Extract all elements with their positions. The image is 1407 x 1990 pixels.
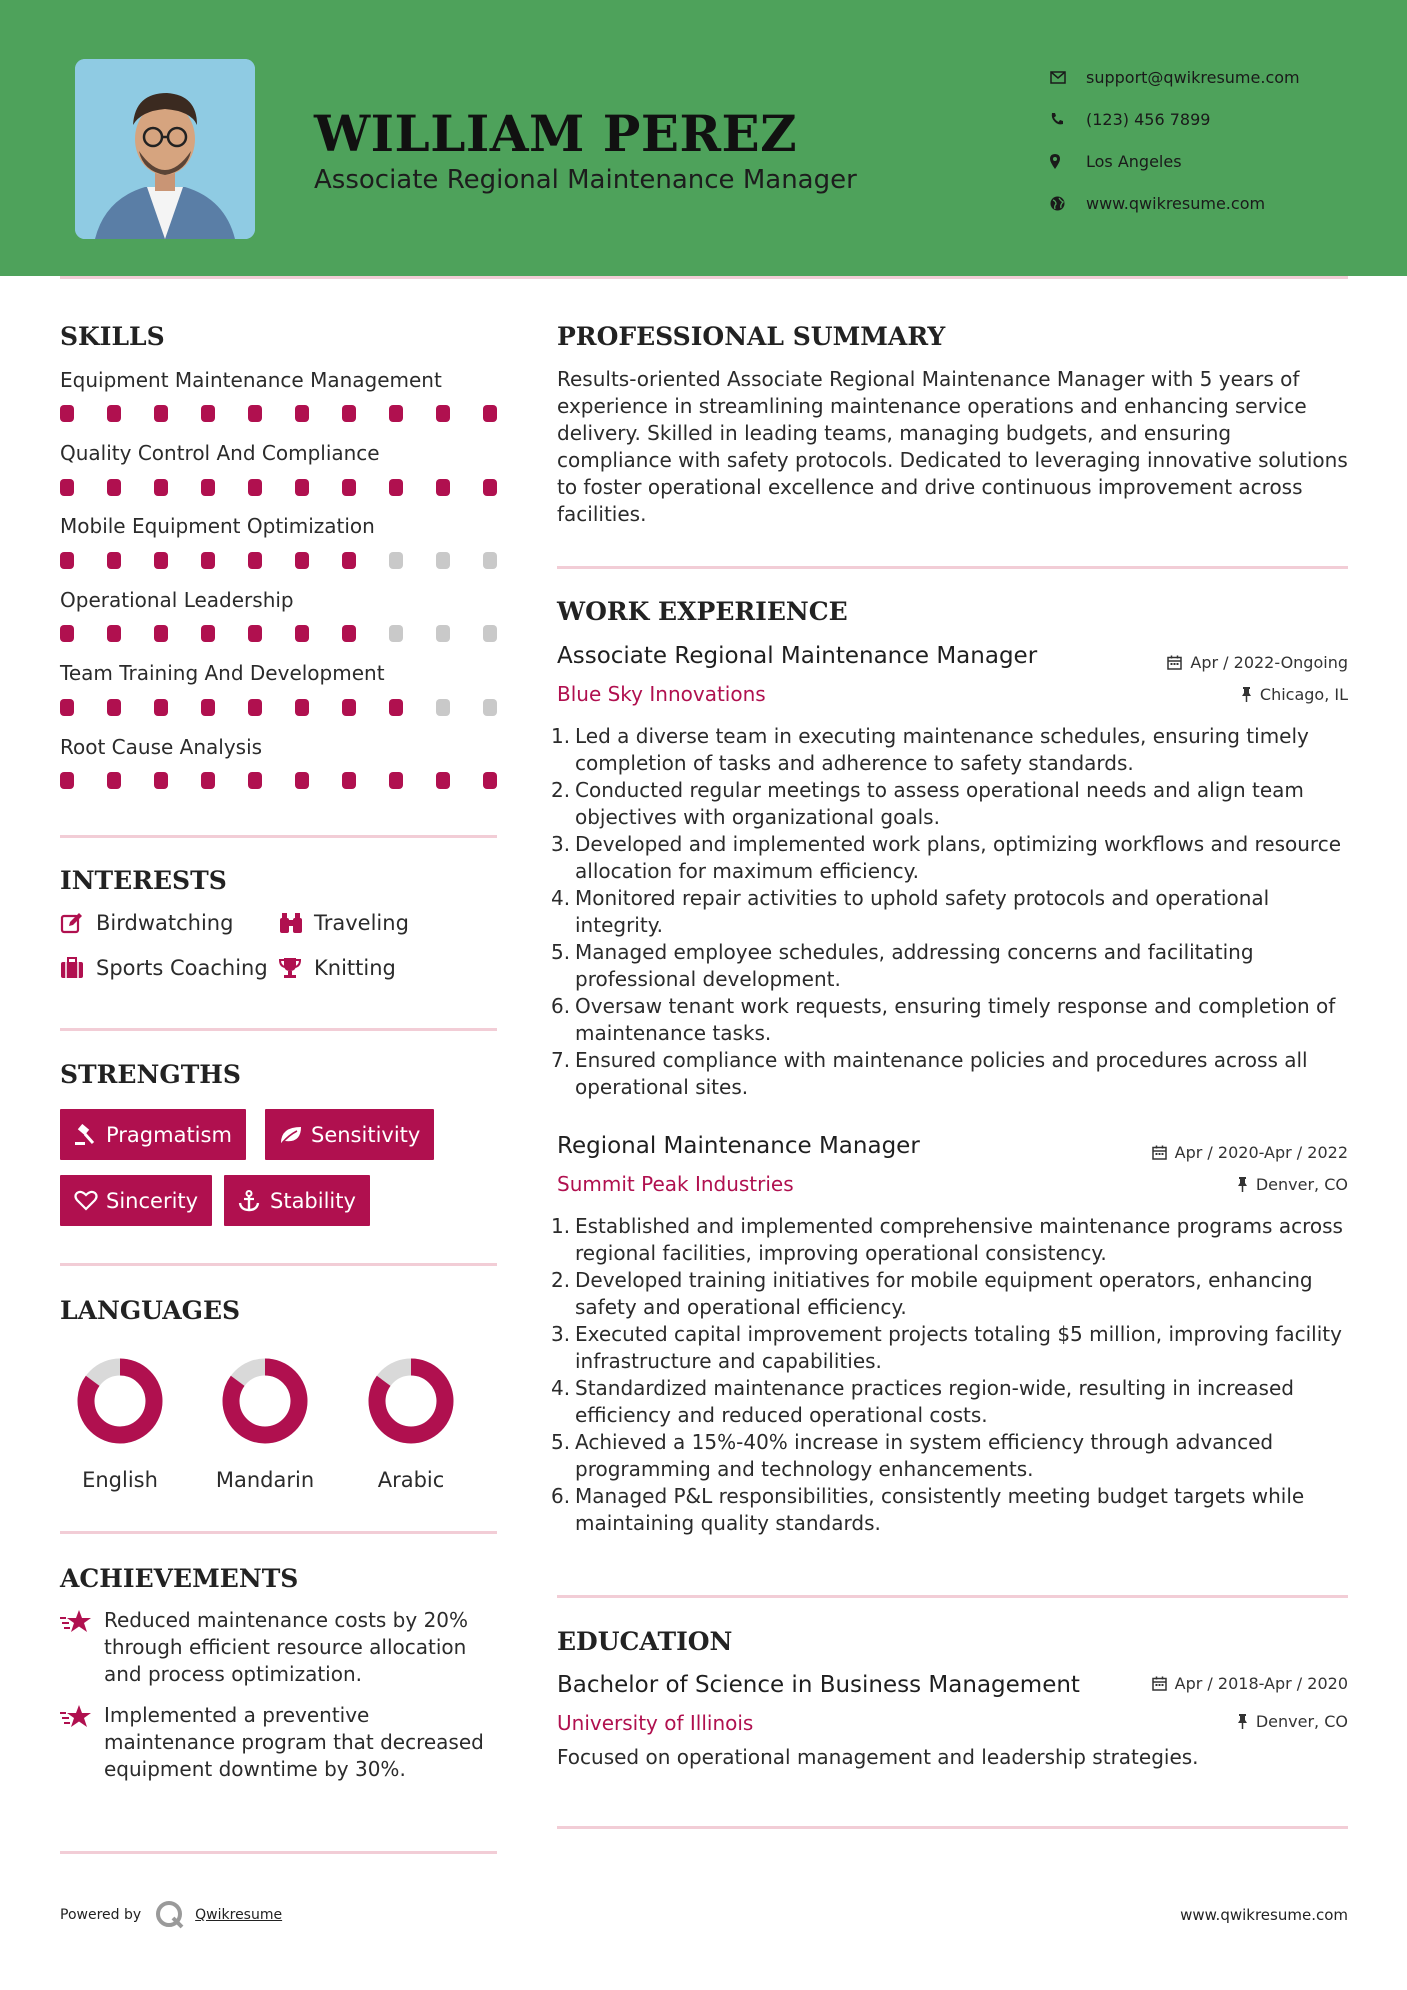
skill-dot-filled	[295, 479, 309, 496]
skill-dot-filled	[483, 479, 497, 496]
contact-website[interactable]	[1050, 182, 1300, 224]
skill-dot-empty	[436, 699, 450, 716]
strength-label: Sensitivity	[311, 1122, 421, 1147]
job-dates-text: Apr / 2020-Apr / 2022	[1174, 1143, 1348, 1162]
skill-dot-empty	[483, 625, 497, 642]
skill-dot-filled	[248, 625, 262, 642]
skill-rating	[60, 772, 497, 790]
contact-location-text: Los Angeles	[1086, 151, 1182, 171]
contact-list	[1050, 56, 1300, 224]
school-name: University of Illinois	[557, 1711, 754, 1735]
education-heading: EDUCATION	[557, 1627, 733, 1656]
responsibility-text: Monitored repair activities to uphold safety protocols and operational integrity.	[575, 886, 1270, 937]
responsibility-number: 3.	[551, 832, 571, 856]
leaf-icon	[279, 1125, 311, 1145]
skill-dot-empty	[389, 625, 403, 642]
skill-dot-empty	[483, 699, 497, 716]
language-label: English	[82, 1468, 158, 1492]
contact-location	[1050, 140, 1300, 182]
skill-dot-empty	[436, 625, 450, 642]
responsibility-item	[551, 777, 1357, 831]
job-title: Associate Regional Maintenance Manager	[557, 643, 1038, 669]
responsibility-item	[551, 939, 1357, 993]
responsibility-number: 7.	[551, 1048, 571, 1072]
strength-badge	[60, 1109, 246, 1160]
job-dates	[1152, 1143, 1348, 1162]
skill-dot-filled	[154, 625, 168, 642]
skill-dot-filled	[389, 479, 403, 496]
skill-dot-filled	[201, 405, 215, 422]
responsibility-text: Managed P&L responsibilities, consistently meeting budget targets while maintaining quality standards.	[575, 1484, 1305, 1535]
contact-website-text: www.qwikresume.com	[1086, 193, 1266, 213]
job-responsibilities	[551, 1213, 1357, 1537]
pushpin-icon	[1241, 687, 1252, 702]
responsibility-text: Managed employee schedules, addressing concerns and facilitating professional development.	[575, 940, 1254, 991]
star-icon	[60, 1607, 104, 1688]
gavel-icon	[74, 1124, 106, 1146]
job-title: Regional Maintenance Manager	[557, 1133, 920, 1159]
responsibility-number: 5.	[551, 1430, 571, 1454]
responsibility-number: 4.	[551, 1376, 571, 1400]
skill-dot-filled	[107, 479, 121, 496]
skill-dot-filled	[107, 552, 121, 569]
globe-icon	[1050, 196, 1086, 211]
responsibility-item	[551, 831, 1357, 885]
header-divider	[60, 276, 1348, 279]
responsibility-item	[551, 1483, 1357, 1537]
skill-rating	[60, 699, 497, 717]
skill-dot-filled	[201, 772, 215, 789]
responsibility-text: Led a diverse team in executing maintenance schedules, ensuring timely completion of tasks and adherence to safety standards.	[575, 724, 1309, 775]
skill-dot-filled	[389, 772, 403, 789]
skill-dot-filled	[60, 625, 74, 642]
education-location-text: Denver, CO	[1255, 1712, 1348, 1731]
skill-dot-filled	[107, 699, 121, 716]
achievement-text: Reduced maintenance costs by 20% through efficient resource allocation and process optimization.	[104, 1608, 469, 1686]
skill-name: Mobile Equipment Optimization	[60, 514, 375, 538]
responsibility-item	[551, 1213, 1357, 1267]
responsibility-text: Established and implemented comprehensive maintenance programs across regional facilities, improving operational consistency.	[575, 1214, 1343, 1265]
pushpin-icon	[1237, 1714, 1248, 1729]
section-divider	[60, 835, 497, 838]
responsibility-number: 5.	[551, 940, 571, 964]
skill-name: Team Training And Development	[60, 661, 385, 685]
skill-dot-filled	[295, 699, 309, 716]
job-responsibilities	[551, 723, 1357, 1101]
profile-photo	[75, 59, 255, 239]
edit-icon	[60, 912, 96, 934]
responsibility-text: Ensured compliance with maintenance policies and procedures across all operational sites.	[575, 1048, 1308, 1099]
responsibility-number: 2.	[551, 1268, 571, 1292]
language-label: Arabic	[377, 1468, 445, 1492]
section-divider	[60, 1531, 497, 1534]
skill-dot-filled	[248, 479, 262, 496]
binoculars-icon	[278, 912, 314, 934]
interest-item	[60, 911, 233, 935]
skill-dot-filled	[60, 772, 74, 789]
envelope-icon	[1050, 71, 1086, 84]
skill-dot-filled	[389, 699, 403, 716]
skill-dot-filled	[60, 405, 74, 422]
contact-email[interactable]	[1050, 56, 1300, 98]
language-item	[351, 1356, 471, 1492]
achievement-item	[60, 1607, 500, 1688]
skill-dot-filled	[295, 405, 309, 422]
skill-dot-filled	[483, 405, 497, 422]
responsibility-text: Standardized maintenance practices region-wide, resulting in increased efficiency and reduced operational costs.	[575, 1376, 1294, 1427]
map-marker-icon	[1050, 154, 1086, 169]
responsibility-text: Conducted regular meetings to assess operational needs and align team objectives with organizational goals.	[575, 778, 1304, 829]
achievement-text: Implemented a preventive maintenance program that decreased equipment downtime by 30%.	[104, 1703, 484, 1781]
interest-item	[278, 956, 396, 980]
section-divider	[557, 1595, 1348, 1598]
header-banner	[0, 0, 1407, 276]
job-location	[1241, 685, 1348, 704]
skill-dot-filled	[389, 405, 403, 422]
skill-dot-filled	[436, 479, 450, 496]
skill-dot-filled	[248, 552, 262, 569]
skill-dot-empty	[389, 552, 403, 569]
skill-dot-filled	[342, 625, 356, 642]
skill-rating	[60, 405, 497, 423]
strength-badge	[60, 1175, 212, 1226]
job-dates-text: Apr / 2022-Ongoing	[1190, 653, 1348, 672]
job-dates	[1167, 653, 1348, 672]
skill-dot-filled	[436, 405, 450, 422]
contact-email-text: support@qwikresume.com	[1086, 67, 1300, 87]
responsibility-item	[551, 1047, 1357, 1101]
section-divider	[557, 566, 1348, 569]
responsibility-item	[551, 1267, 1357, 1321]
experience-heading: WORK EXPERIENCE	[557, 597, 848, 626]
powered-by-label: Powered by	[60, 1907, 142, 1923]
candidate-title: Associate Regional Maintenance Manager	[314, 165, 857, 195]
strength-label: Pragmatism	[106, 1122, 232, 1147]
skill-dot-filled	[154, 772, 168, 789]
responsibility-item	[551, 723, 1357, 777]
language-ring	[220, 1356, 310, 1446]
languages-heading: LANGUAGES	[60, 1296, 241, 1325]
strengths-heading: STRENGTHS	[60, 1060, 241, 1089]
skill-dot-filled	[248, 405, 262, 422]
skill-dot-filled	[154, 479, 168, 496]
skill-name: Root Cause Analysis	[60, 735, 263, 759]
education-description: Focused on operational management and leadership strategies.	[557, 1745, 1199, 1769]
skill-dot-filled	[154, 405, 168, 422]
responsibility-number: 2.	[551, 778, 571, 802]
interest-item	[278, 911, 409, 935]
responsibility-number: 1.	[551, 724, 571, 748]
trophy-icon	[278, 957, 314, 979]
responsibility-item	[551, 1375, 1357, 1429]
interest-label: Traveling	[314, 911, 409, 935]
responsibility-text: Developed training initiatives for mobile equipment operators, enhancing safety and operational efficiency.	[575, 1268, 1313, 1319]
calendar-icon	[1152, 1145, 1167, 1160]
skill-dot-filled	[295, 625, 309, 642]
company-name: Summit Peak Industries	[557, 1172, 794, 1196]
responsibility-number: 3.	[551, 1322, 571, 1346]
section-divider	[60, 1028, 497, 1031]
skill-dot-filled	[154, 699, 168, 716]
skill-dot-filled	[248, 699, 262, 716]
skill-dot-filled	[295, 552, 309, 569]
contact-phone[interactable]	[1050, 98, 1300, 140]
responsibility-number: 1.	[551, 1214, 571, 1238]
pushpin-icon	[1237, 1177, 1248, 1192]
skill-dot-filled	[107, 625, 121, 642]
skill-name: Operational Leadership	[60, 588, 294, 612]
qwikresume-link[interactable]: Qwikresume	[195, 1907, 283, 1923]
footer-website[interactable]: www.qwikresume.com	[1180, 1906, 1348, 1924]
skill-dot-filled	[201, 479, 215, 496]
strength-label: Stability	[270, 1188, 356, 1213]
section-divider	[60, 1851, 497, 1854]
responsibility-text: Developed and implemented work plans, optimizing workflows and resource allocation for maximum efficiency.	[575, 832, 1342, 883]
skill-rating	[60, 479, 497, 497]
skills-heading: SKILLS	[60, 322, 165, 351]
interest-label: Birdwatching	[96, 911, 234, 935]
skill-dot-filled	[60, 699, 74, 716]
calendar-icon	[1167, 655, 1182, 670]
section-divider	[60, 1263, 497, 1266]
skill-rating	[60, 625, 497, 643]
skill-dot-filled	[295, 772, 309, 789]
job-location	[1237, 1175, 1348, 1194]
responsibility-number: 6.	[551, 1484, 571, 1508]
briefcase-icon	[60, 957, 96, 979]
language-ring	[366, 1356, 456, 1446]
skill-dot-filled	[436, 772, 450, 789]
skill-dot-filled	[107, 772, 121, 789]
company-name: Blue Sky Innovations	[557, 682, 766, 706]
star-icon	[60, 1702, 104, 1783]
skill-dot-filled	[107, 405, 121, 422]
contact-phone-text: (123) 456 7899	[1086, 109, 1211, 129]
skill-dot-filled	[342, 772, 356, 789]
section-divider	[557, 1826, 1348, 1829]
responsibility-text: Executed capital improvement projects totaling $5 million, improving facility infrastructure and capabilities.	[575, 1322, 1342, 1373]
responsibility-text: Achieved a 15%-40% increase in system efficiency through advanced programming and technology enhancements.	[575, 1430, 1274, 1481]
summary-text: Results-oriented Associate Regional Maintenance Manager with 5 years of experience in streamlining maintenance operations and enhancing service delivery. Skilled in leading teams, managing budgets, and ensuring compliance with safety protocols. Dedicated to leveraging innovative solutions to foster operational excellence and drive continuous improvement across facilities.	[557, 367, 1348, 526]
skill-dot-filled	[201, 699, 215, 716]
achievement-item	[60, 1702, 500, 1783]
skill-dot-filled	[201, 552, 215, 569]
interest-item	[60, 956, 268, 980]
skill-name: Equipment Maintenance Management	[60, 368, 442, 392]
interest-label: Knitting	[314, 956, 396, 980]
responsibility-item	[551, 1321, 1357, 1375]
skill-dot-filled	[342, 405, 356, 422]
calendar-icon	[1152, 1676, 1167, 1691]
education-dates	[1152, 1674, 1348, 1693]
degree-title: Bachelor of Science in Business Management	[557, 1672, 1080, 1698]
skill-dot-filled	[60, 552, 74, 569]
footer-powered-by	[60, 1900, 282, 1930]
responsibility-number: 4.	[551, 886, 571, 910]
skill-dot-filled	[342, 699, 356, 716]
skill-dot-filled	[60, 479, 74, 496]
anchor-icon	[238, 1190, 270, 1212]
job-location-text: Denver, CO	[1255, 1175, 1348, 1194]
skill-name: Quality Control And Compliance	[60, 441, 380, 465]
language-item	[60, 1356, 180, 1492]
language-label: Mandarin	[215, 1468, 315, 1492]
language-ring	[75, 1356, 165, 1446]
skill-dot-filled	[483, 772, 497, 789]
responsibility-item	[551, 993, 1357, 1047]
skill-dot-filled	[201, 625, 215, 642]
strength-label: Sincerity	[106, 1188, 199, 1213]
summary-heading: PROFESSIONAL SUMMARY	[557, 322, 946, 351]
job-location-text: Chicago, IL	[1259, 685, 1348, 704]
education-location	[1237, 1712, 1348, 1731]
skill-dot-empty	[483, 552, 497, 569]
skill-rating	[60, 552, 497, 570]
education-dates-text: Apr / 2018-Apr / 2020	[1174, 1674, 1348, 1693]
interest-label: Sports Coaching	[96, 956, 268, 980]
responsibility-text: Oversaw tenant work requests, ensuring timely response and completion of maintenance tasks.	[575, 994, 1336, 1045]
language-item	[205, 1356, 325, 1492]
responsibility-number: 6.	[551, 994, 571, 1018]
qwikresume-logo-icon	[155, 1900, 185, 1930]
skill-dot-empty	[436, 552, 450, 569]
interests-heading: INTERESTS	[60, 866, 227, 895]
skill-dot-filled	[342, 552, 356, 569]
skill-dot-filled	[342, 479, 356, 496]
skill-dot-filled	[154, 552, 168, 569]
achievements-heading: ACHIEVEMENTS	[60, 1564, 299, 1593]
responsibility-item	[551, 885, 1357, 939]
strength-badge	[265, 1109, 434, 1160]
responsibility-item	[551, 1429, 1357, 1483]
skill-dot-filled	[248, 772, 262, 789]
phone-icon	[1050, 112, 1086, 126]
candidate-name: WILLIAM PEREZ	[314, 104, 798, 163]
heart-icon	[74, 1190, 106, 1211]
strength-badge	[224, 1175, 370, 1226]
